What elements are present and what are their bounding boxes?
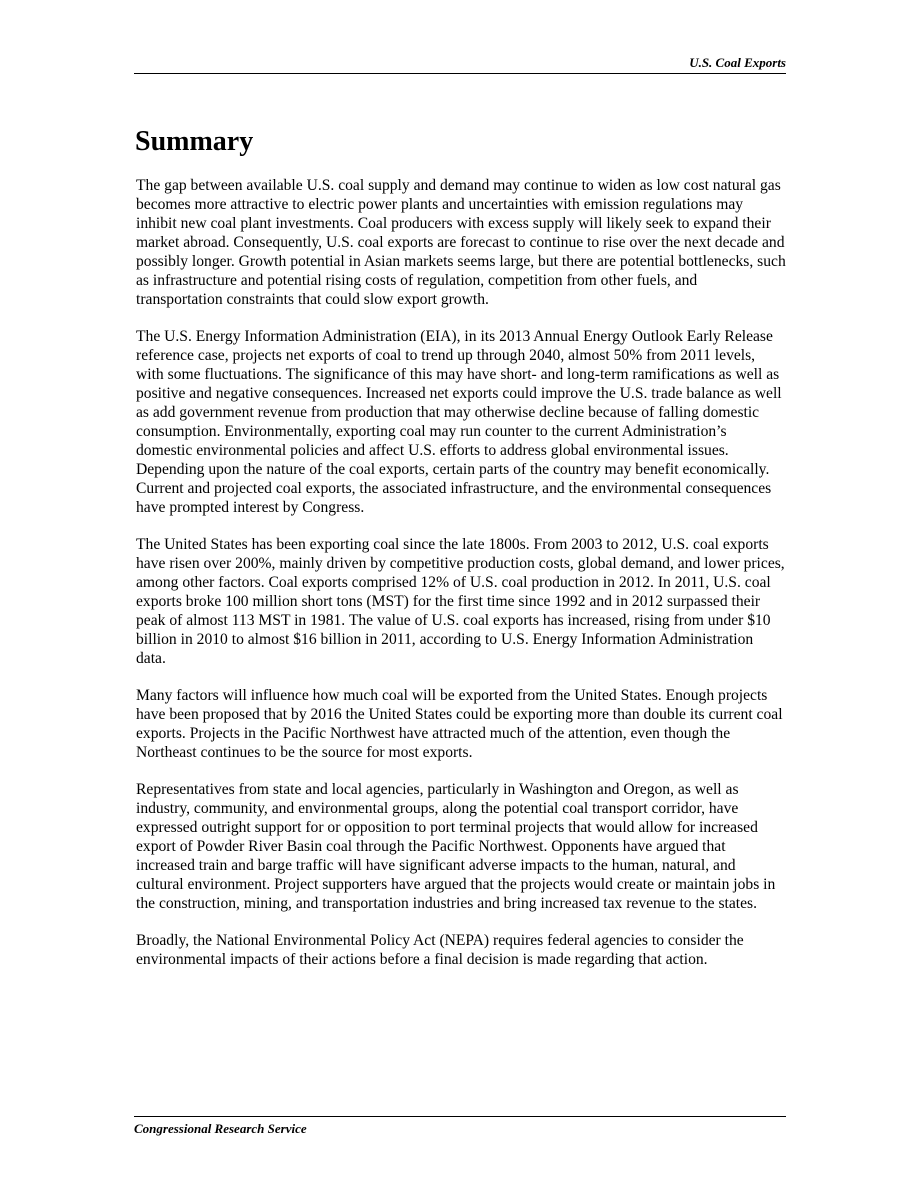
summary-body [136,176,786,987]
paragraph: Representatives from state and local agencies, particularly in Washington and Oregon, as well as industry, community, and environmental groups, along the potential coal transport corridor, have expressed outright support for or opposition to port terminal projects that would allow for increased export of Powder River Basin coal through the Pacific Northwest. Opponents have argued that increased train and barge traffic will have significant adverse impacts to the human, natural, and cultural environment. Project supporters have argued that the projects would create or maintain jobs in the construction, mining, and transportation industries and bring increased tax revenue to the states. [136,781,776,912]
page-title: Summary [135,126,254,157]
paragraph: Broadly, the National Environmental Policy Act (NEPA) requires federal agencies to consider the environmental impacts of their actions before a final decision is made regarding that action. [136,932,744,968]
paragraph: The gap between available U.S. coal supply and demand may continue to widen as low cost natural gas becomes more attractive to electric power plants and uncertainties with emission regulations may inhibit new coal plant investments. Coal producers with excess supply will likely seek to expand their market abroad. Consequently, U.S. coal exports are forecast to continue to rise over the next decade and possibly longer. Growth potential in Asian markets seems large, but there are potential bottlenecks, such as infrastructure and potential rising costs of regulation, competition from other fuels, and transportation constraints that could slow export growth. [136,177,786,308]
paragraph: Many factors will influence how much coal will be exported from the United States. Enough projects have been proposed that by 2016 the United States could be exporting more than double its current coal exports. Projects in the Pacific Northwest have attracted much of the attention, even though the Northeast continues to be the source for most exports. [136,687,783,761]
paragraph: The U.S. Energy Information Administration (EIA), in its 2013 Annual Energy Outlook Early Release reference case, projects net exports of coal to trend up through 2040, almost 50% from 2011 levels, with some fluctuations. The significance of this may have short- and long-term ramifications as well as positive and negative consequences. Increased net exports could improve the U.S. trade balance as well as add government revenue from production that may otherwise decline because of falling domestic consumption. Environmentally, exporting coal may run counter to the current Administration’s domestic environmental policies and affect U.S. efforts to address global environmental issues. Depending upon the nature of the coal exports, certain parts of the country may benefit economically. Current and projected coal exports, the associated infrastructure, and the environmental consequences have prompted interest by Congress. [136,328,782,516]
running-footer [134,1116,786,1137]
running-header [134,55,786,74]
running-header-title: U.S. Coal Exports [689,55,786,70]
footer-organization: Congressional Research Service [134,1121,307,1136]
paragraph: The United States has been exporting coal since the late 1800s. From 2003 to 2012, U.S. coal exports have risen over 200%, mainly driven by competitive production costs, global demand, and lower prices, among other factors. Coal exports comprised 12% of U.S. coal production in 2012. In 2011, U.S. coal exports broke 100 million short tons (MST) for the first time since 1992 and in 2012 surpassed their peak of almost 113 MST in 1981. The value of U.S. coal exports has increased, rising from under $10 billion in 2010 to almost $16 billion in 2011, according to U.S. Energy Information Administration data. [136,536,785,667]
